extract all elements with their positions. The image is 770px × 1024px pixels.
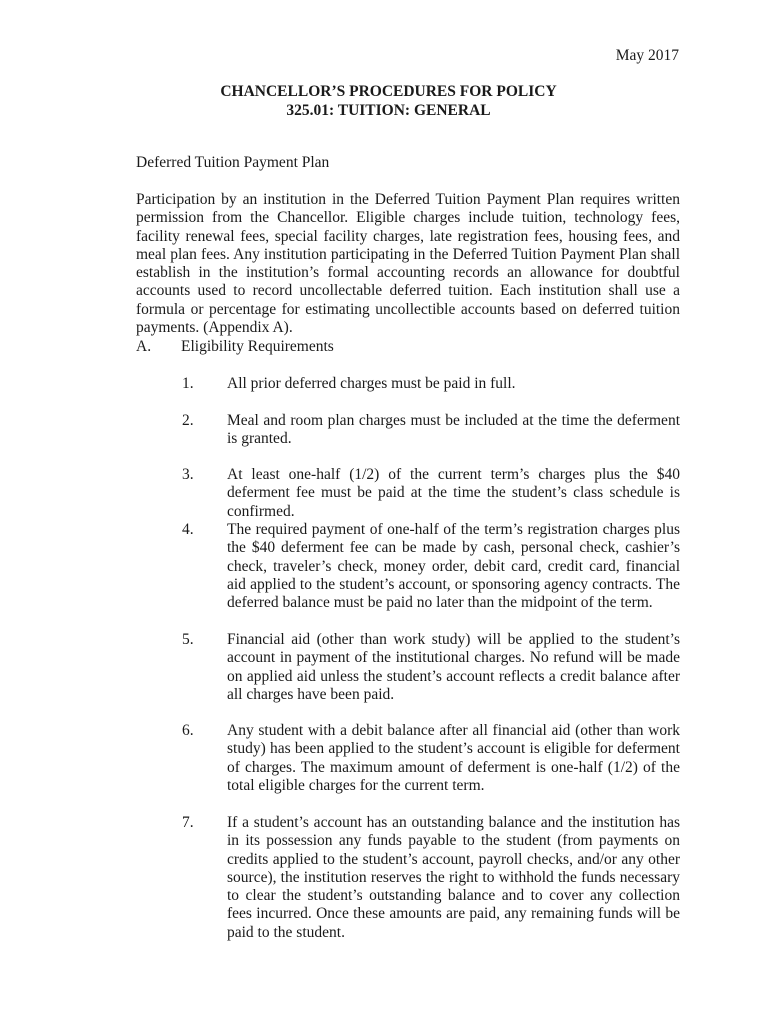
- list-item-text: At least one-half (1/2) of the current term’s charges plus the $40 deferment fee must be paid at the time the student’s class schedule is confirmed.: [227, 466, 680, 520]
- document-date: May 2017: [615, 47, 679, 64]
- list-item-number: 2.: [182, 412, 194, 429]
- list-item-number: 6.: [182, 722, 194, 739]
- intro-paragraph: Participation by an institution in the Deferred Tuition Payment Plan requires written permission from the Chancellor. Eligible charges include tuition, technology fees, facility renewal fees, special facility charges, late registration fees, housing fees, and meal plan fees. Any institution participating in the Deferred Tuition Payment Plan shall establish in the institution’s formal accounting records an allowance for doubtful accounts used to record uncollectable deferred tuition. Each institution shall use a formula or percentage for estimating uncollectible accounts based on deferred tuition payments. (Appendix A).: [136, 191, 680, 337]
- list-item-text: If a student’s account has an outstanding balance and the institution has in its possession any funds payable to the student (from payments on credits applied to the student’s account, payroll checks, and/or any other source), the institution reserves the right to withhold the funds necessary to clear the student’s outstanding balance and to cover any collection fees incurred. Once these amounts are paid, any remaining funds will be paid to the student.: [227, 814, 680, 941]
- subsection-heading: [136, 338, 334, 356]
- list-item-number: 5.: [182, 631, 194, 648]
- list-item-number: 3.: [182, 466, 194, 483]
- list-item-number: 1.: [182, 375, 194, 392]
- list-item-text: Meal and room plan charges must be included at the time the deferment is granted.: [227, 412, 680, 448]
- subsection-letter: A.: [136, 338, 152, 355]
- subsection-title: Eligibility Requirements: [181, 338, 334, 355]
- list-item-text: Financial aid (other than work study) will be applied to the student’s account in payment of the institutional charges. No refund will be made on applied aid unless the student’s account reflects a credit balance after all charges have been paid.: [227, 631, 680, 703]
- list-item-number: 4.: [182, 521, 194, 538]
- list-item-text: Any student with a debit balance after all financial aid (other than work study) has been applied to the student’s account is eligible for deferment of charges. The maximum amount of deferment is one-half (1/2) of the total eligible charges for the current term.: [227, 722, 680, 794]
- section-heading: Deferred Tuition Payment Plan: [136, 154, 330, 171]
- document-title: [0, 82, 770, 120]
- list-item-number: 7.: [182, 814, 194, 831]
- title-line-2: 325.01: TUITION: GENERAL: [286, 102, 491, 119]
- list-item-text: The required payment of one-half of the term’s registration charges plus the $40 deferment fee can be made by cash, personal check, cashier’s check, traveler’s check, money order, debit card, credit card, financial aid applied to the student’s account, or sponsoring agency contracts. The deferred balance must be paid no later than the midpoint of the term.: [227, 521, 680, 612]
- list-item-text: All prior deferred charges must be paid in full.: [227, 375, 516, 392]
- title-line-1: CHANCELLOR’S PROCEDURES FOR POLICY: [220, 83, 557, 100]
